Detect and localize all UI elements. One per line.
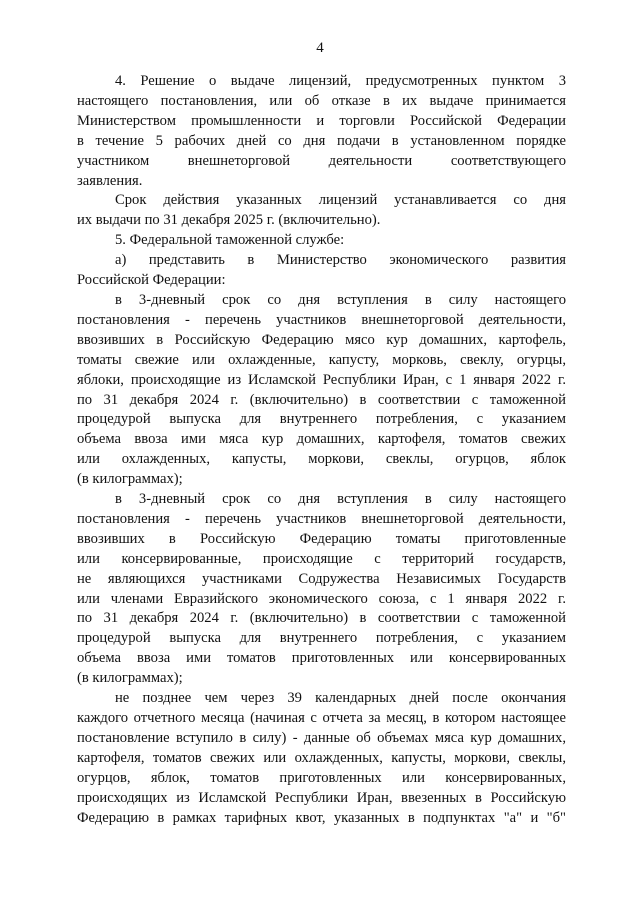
paragraph-p5a (77, 251, 566, 291)
text-line: участником внешнеторговой деятельности соответствующего (77, 152, 566, 169)
text-line: по 31 декабря 2024 г. (включительно) в соответствии с таможенной (77, 610, 566, 627)
paragraph-p5a-2 (77, 490, 566, 689)
text-line: процедурой выпуска для внутреннего потребления, с указанием (77, 411, 566, 428)
text-line: 4. Решение о выдаче лицензий, предусмотренных пунктом 3 (115, 73, 566, 89)
text-line: яблоки, происходящие из Исламской Республики Иран, с 1 января 2022 г. (77, 371, 566, 388)
text-line: или охлажденных, капусты, моркови, свеклы, огурцов, яблок (77, 451, 566, 468)
text-line: ввозивших в Российскую Федерацию томаты приготовленные (77, 530, 566, 547)
document-body (77, 72, 566, 828)
text-line: объема ввоза ими мяса кур домашних, картофеля, томатов свежих (77, 431, 566, 448)
text-line: не являющихся участниками Содружества Независимых Государств (77, 570, 566, 587)
text-line: не позднее чем через 39 календарных дней после окончания (115, 690, 566, 707)
text-line: (в килограммах); (77, 471, 183, 488)
text-line: процедурой выпуска для внутреннего потребления, с указанием (77, 630, 566, 647)
paragraph-p5 (77, 231, 566, 251)
text-line: постановления - перечень участников внешнеторговой деятельности, (77, 311, 566, 328)
text-line: Министерством промышленности и торговли Российской Федерации (77, 112, 566, 129)
paragraph-p-term (77, 191, 566, 231)
text-line: постановление вступило в силу) - данные об объемах мяса кур домашних, (77, 729, 566, 746)
text-line: настоящего постановления, или об отказе в их выдаче принимается (77, 92, 566, 109)
text-line: огурцов, яблок, томатов приготовленных или консервированных, (77, 769, 566, 786)
paragraph-p5a-3 (77, 689, 566, 828)
text-line: в 3-дневный срок со дня вступления в силу настоящего (115, 491, 566, 508)
text-line: 5. Федеральной таможенной службе: (115, 232, 345, 249)
text-line: в 3-дневный срок со дня вступления в силу настоящего (115, 291, 566, 308)
text-line: по 31 декабря 2024 г. (включительно) в соответствии с таможенной (77, 391, 566, 408)
text-line: Федерацию в рамках тарифных квот, указанных в подпунктах "а" и "б" (77, 809, 566, 826)
paragraph-p4 (77, 72, 566, 191)
text-line: картофеля, томатов свежих или охлажденных, капусты, моркови, свеклы, (77, 749, 566, 766)
text-line: происходящих из Исламской Республики Иран, ввезенных в Российскую (77, 789, 566, 806)
text-line: (в килограммах); (77, 670, 183, 687)
text-line: томаты свежие или охлажденные, капусту, морковь, свеклу, огурцы, (77, 351, 566, 368)
text-line: Российской Федерации: (77, 272, 226, 289)
text-line: или членами Евразийского экономического союза, с 1 января 2022 г. (77, 590, 566, 607)
text-line: их выдачи по 31 декабря 2025 г. (включительно). (77, 212, 381, 229)
text-line: Срок действия указанных лицензий устанавливается со дня (115, 192, 566, 209)
text-line: а) представить в Министерство экономического развития (115, 252, 566, 269)
text-line: или консервированные, происходящие с территорий государств, (77, 550, 566, 567)
text-line: каждого отчетного месяца (начиная с отчета за месяц, в котором настоящее (77, 710, 566, 726)
text-line: объема ввоза ими томатов приготовленных или консервированных (77, 650, 566, 667)
text-line: ввозивших в Российскую Федерацию мясо кур домашних, картофель, (77, 331, 566, 348)
page-number: 4 (316, 40, 324, 56)
text-line: заявления. (77, 172, 143, 189)
text-line: в течение 5 рабочих дней со дня подачи в установленном порядке (77, 132, 566, 149)
paragraph-p5a-1 (77, 291, 566, 490)
text-line: постановления - перечень участников внешнеторговой деятельности, (77, 510, 566, 527)
